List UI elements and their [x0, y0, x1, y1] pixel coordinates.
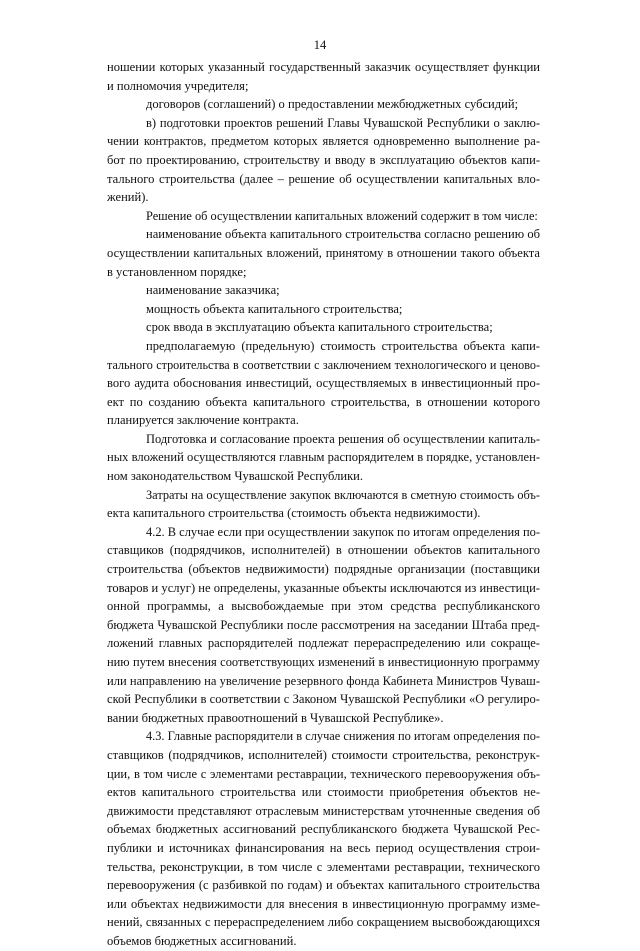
- text-line: в установленном порядке;: [107, 264, 247, 279]
- text-line: объемах бюджетных ассигнований республиканского бюджета Чувашской Рес-: [107, 822, 540, 837]
- text-line: ложений главных распорядителей подлежат перераспределению или сокраще-: [107, 636, 540, 651]
- text-line: Решение об осуществлении капитальных вложений содержит в том числе:: [146, 208, 538, 223]
- text-line: товаров и услуг) не определены, указанные объекты исключаются из инвестици-: [107, 580, 540, 595]
- text-line: нию путем внесения соответствующих изменений в инвестиционную программу: [107, 655, 540, 669]
- page-number: 14: [313, 38, 327, 52]
- text-line: или направлению на увеличение резервного фонда Кабинета Министров Чуваш-: [107, 673, 540, 688]
- text-line: вании бюджетных правоотношений в Чувашской Республике».: [107, 710, 444, 725]
- body-text: [107, 58, 540, 951]
- text-line: наименование объекта капитального строительства согласно решению об: [146, 227, 540, 242]
- text-line: ном законодательством Чувашской Республики.: [107, 469, 364, 484]
- text-line: ции, в том числе с элементами реставрации, технического перевооружения объ-: [107, 766, 540, 781]
- text-line: мощность объекта капитального строительства;: [146, 301, 403, 316]
- text-line: ношении которых указанный государственный заказчик осуществляет функции: [107, 60, 540, 74]
- text-line: движимости представляют отраслевым министерствам уточненные сведения об: [107, 803, 540, 818]
- text-line: нений, связанных с перераспределением либо сокращением высвобождающихся: [107, 915, 540, 930]
- text-line: екта капитального строительства (стоимость объекта недвижимости).: [107, 506, 481, 521]
- text-line: тельства, реконструкции, в том числе с элементами реставрации, технического: [107, 859, 540, 874]
- text-line: тального строительства (далее – решение об осуществлении капитальных вло-: [107, 171, 540, 186]
- text-line: строительства (объектов недвижимости) подрядные организации (поставщики: [107, 562, 540, 577]
- text-line: ставщиков (подрядчиков, исполнителей) стоимости строительства, реконструк-: [107, 747, 540, 762]
- text-line: в) подготовки проектов решений Главы Чувашской Республики о заклю-: [146, 115, 540, 130]
- text-line: объемов бюджетных ассигнований.: [107, 933, 297, 948]
- text-line: ект по созданию объекта капитального строительства, в отношении которого: [107, 394, 540, 409]
- text-line: срок ввода в эксплуатацию объекта капитального строительства;: [146, 320, 493, 335]
- text-line: ской Республики в соответствии с Законом Чувашской Республики «О регулиро-: [107, 692, 540, 707]
- text-line: ектов капитального строительства или стоимости приобретения объектов не-: [107, 785, 540, 800]
- text-line: бот по проектированию, строительству и вводу в эксплуатацию объектов капи-: [107, 152, 540, 167]
- text-line: ных вложений осуществляются главным распорядителем в порядке, установлен-: [107, 450, 540, 465]
- text-line: договоров (соглашений) о предоставлении межбюджетных субсидий;: [146, 97, 519, 112]
- text-line: Подготовка и согласование проекта решения об осуществлении капиталь-: [146, 431, 540, 446]
- text-line: чении контрактов, предметом которых является одновременно выполнение ра-: [107, 134, 540, 149]
- text-line: публики и источниках финансирования на весь период осуществления строи-: [107, 840, 540, 855]
- text-line: бюджета Чувашской Республики после рассмотрения на заседании Штаба пред-: [107, 617, 540, 632]
- text-line: онной программы, а высвобождаемые при этом средства республиканского: [107, 599, 540, 614]
- text-line: осуществлении капитальных вложений, принятому в отношении такого объекта: [107, 245, 540, 260]
- text-line: 4.2. В случае если при осуществлении закупок по итогам определения по-: [146, 524, 540, 539]
- text-line: Затраты на осуществление закупок включаются в сметную стоимость объ-: [146, 487, 540, 502]
- text-line: перевооружения (с разбивкой по годам) и объектах капитального строительства: [107, 878, 540, 893]
- text-line: предполагаемую (предельную) стоимость строительства объекта капи-: [146, 338, 540, 353]
- text-line: наименование заказчика;: [146, 283, 280, 298]
- text-line: жений).: [107, 190, 149, 205]
- text-line: ставщиков (подрядчиков, исполнителей) в отношении объектов капитального: [107, 543, 540, 558]
- text-line: и полномочия учредителя;: [107, 78, 249, 93]
- text-line: тального строительства в соответствии с заключением технологического и ценово-: [107, 357, 540, 372]
- text-line: вого аудита обоснования инвестиций, осуществляемых в инвестиционный про-: [107, 376, 540, 391]
- text-line: планируется заключение контракта.: [107, 413, 299, 428]
- text-line: или объектах недвижимости для внесения в инвестиционную программу изме-: [107, 896, 540, 911]
- text-line: 4.3. Главные распорядители в случае снижения по итогам определения по-: [146, 729, 540, 744]
